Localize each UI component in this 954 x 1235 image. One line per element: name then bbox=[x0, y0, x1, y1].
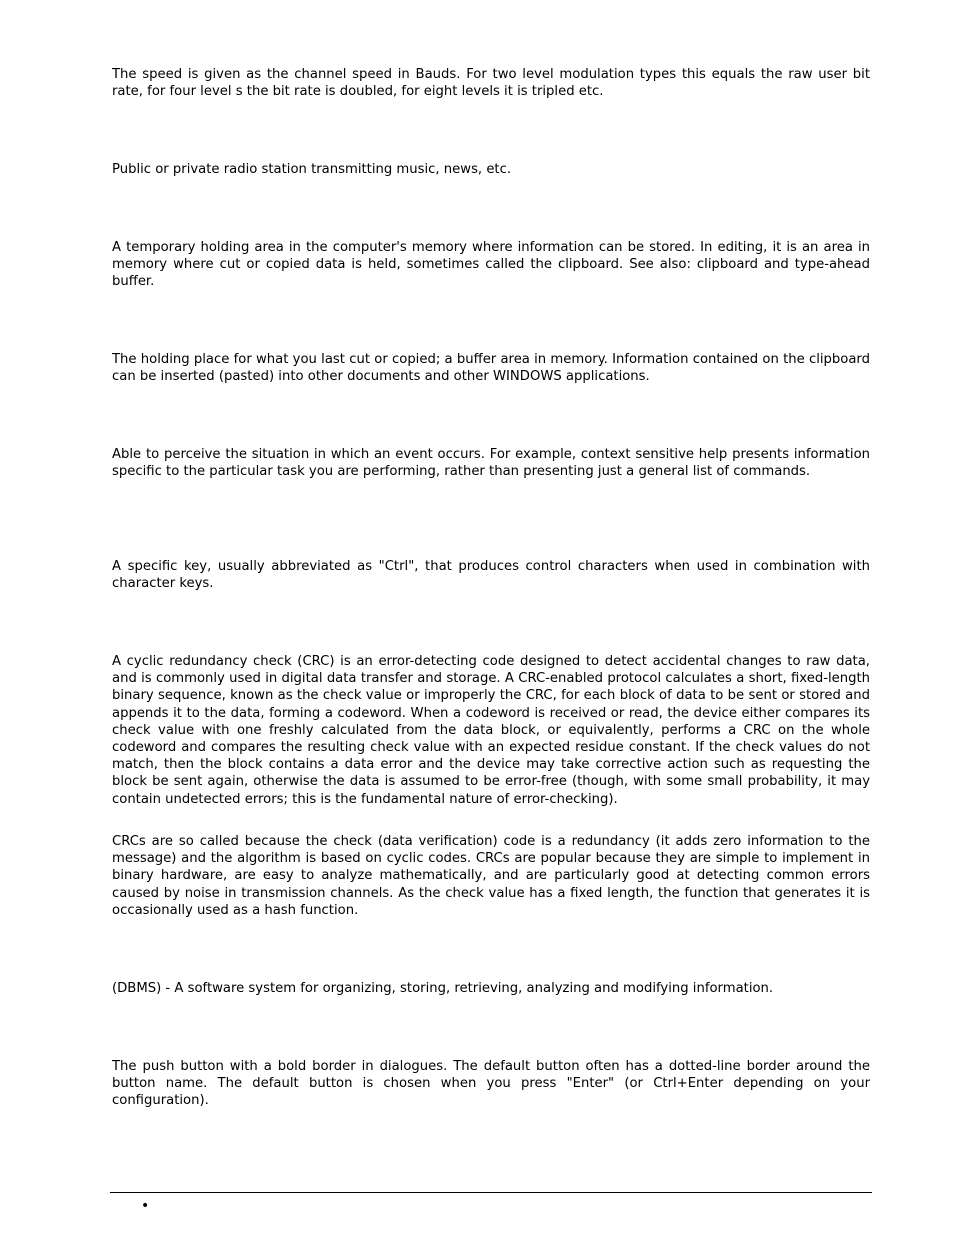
footer-divider bbox=[110, 1192, 872, 1193]
crc-definition-paragraph-2: CRCs are so called because the check (data verification) code is a redundancy (it adds zero information to the message) and the algorithm is based on cyclic codes. CRCs are popular because they are simple to implement in binary hardware, are easy to analyze mathematically, and are particularly good at detecting common errors caused by noise in transmission channels. As the check value has a fixed length, the function that generates it is occasionally used as a hash function. bbox=[112, 834, 870, 918]
database-definition: (DBMS) - A software system for organizing, storing, retrieving, analyzing and modifying information. bbox=[112, 981, 774, 996]
buffer-definition: A temporary holding area in the computer's memory where information can be stored. In editing, it is an area in memory where cut or copied data is held, sometimes called the clipboard. See also: clipboard and type-ahead buffer. bbox=[112, 240, 870, 290]
baud-rate-definition: The speed is given as the channel speed in Bauds. For two level modulation types this equals the raw user bit rate, for four level s the bit rate is doubled, for eight levels it is tripled etc. bbox=[112, 67, 870, 100]
crc-definition-paragraph-1: A cyclic redundancy check (CRC) is an error-detecting code designed to detect accidental changes to raw data, and is commonly used in digital data transfer and storage. A CRC-enabled protocol calculates a short, fixed-length binary sequence, known as the check value or improperly the CRC, for each block of data to be sent or stored and appends it to the data, forming a codeword. When a codeword is received or read, the device either compares its check value with one freshly calculated from the data block, or equivalently, performs a CRC on the whole codeword and compares the resulting check value with an expected residue constant. If the check values do not match, then the block contains a data error and the device may take corrective action such as requesting the block be sent again, otherwise the data is assumed to be error-free (though, with some small probability, it may contain undetected errors; this is the fundamental nature of error-checking). bbox=[112, 654, 870, 807]
clipboard-definition: The holding place for what you last cut or copied; a buffer area in memory. Information contained on the clipboard can be inserted (pasted) into other documents and other WINDOWS applications. bbox=[112, 352, 870, 385]
footer-bullet: • bbox=[141, 1198, 150, 1214]
broadcast-station-definition: Public or private radio station transmitting music, news, etc. bbox=[112, 162, 512, 177]
context-sensitive-definition: Able to perceive the situation in which an event occurs. For example, context sensitive help presents information specific to the particular task you are performing, rather than presenting just a general list of commands. bbox=[112, 447, 870, 480]
default-button-definition: The push button with a bold border in dialogues. The default button often has a dotted-line border around the button name. The default button is chosen when you press "Enter" (or Ctrl+Enter depending on your configuration). bbox=[112, 1059, 870, 1109]
control-key-definition: A specific key, usually abbreviated as "Ctrl", that produces control characters when used in combination with character keys. bbox=[112, 559, 870, 592]
